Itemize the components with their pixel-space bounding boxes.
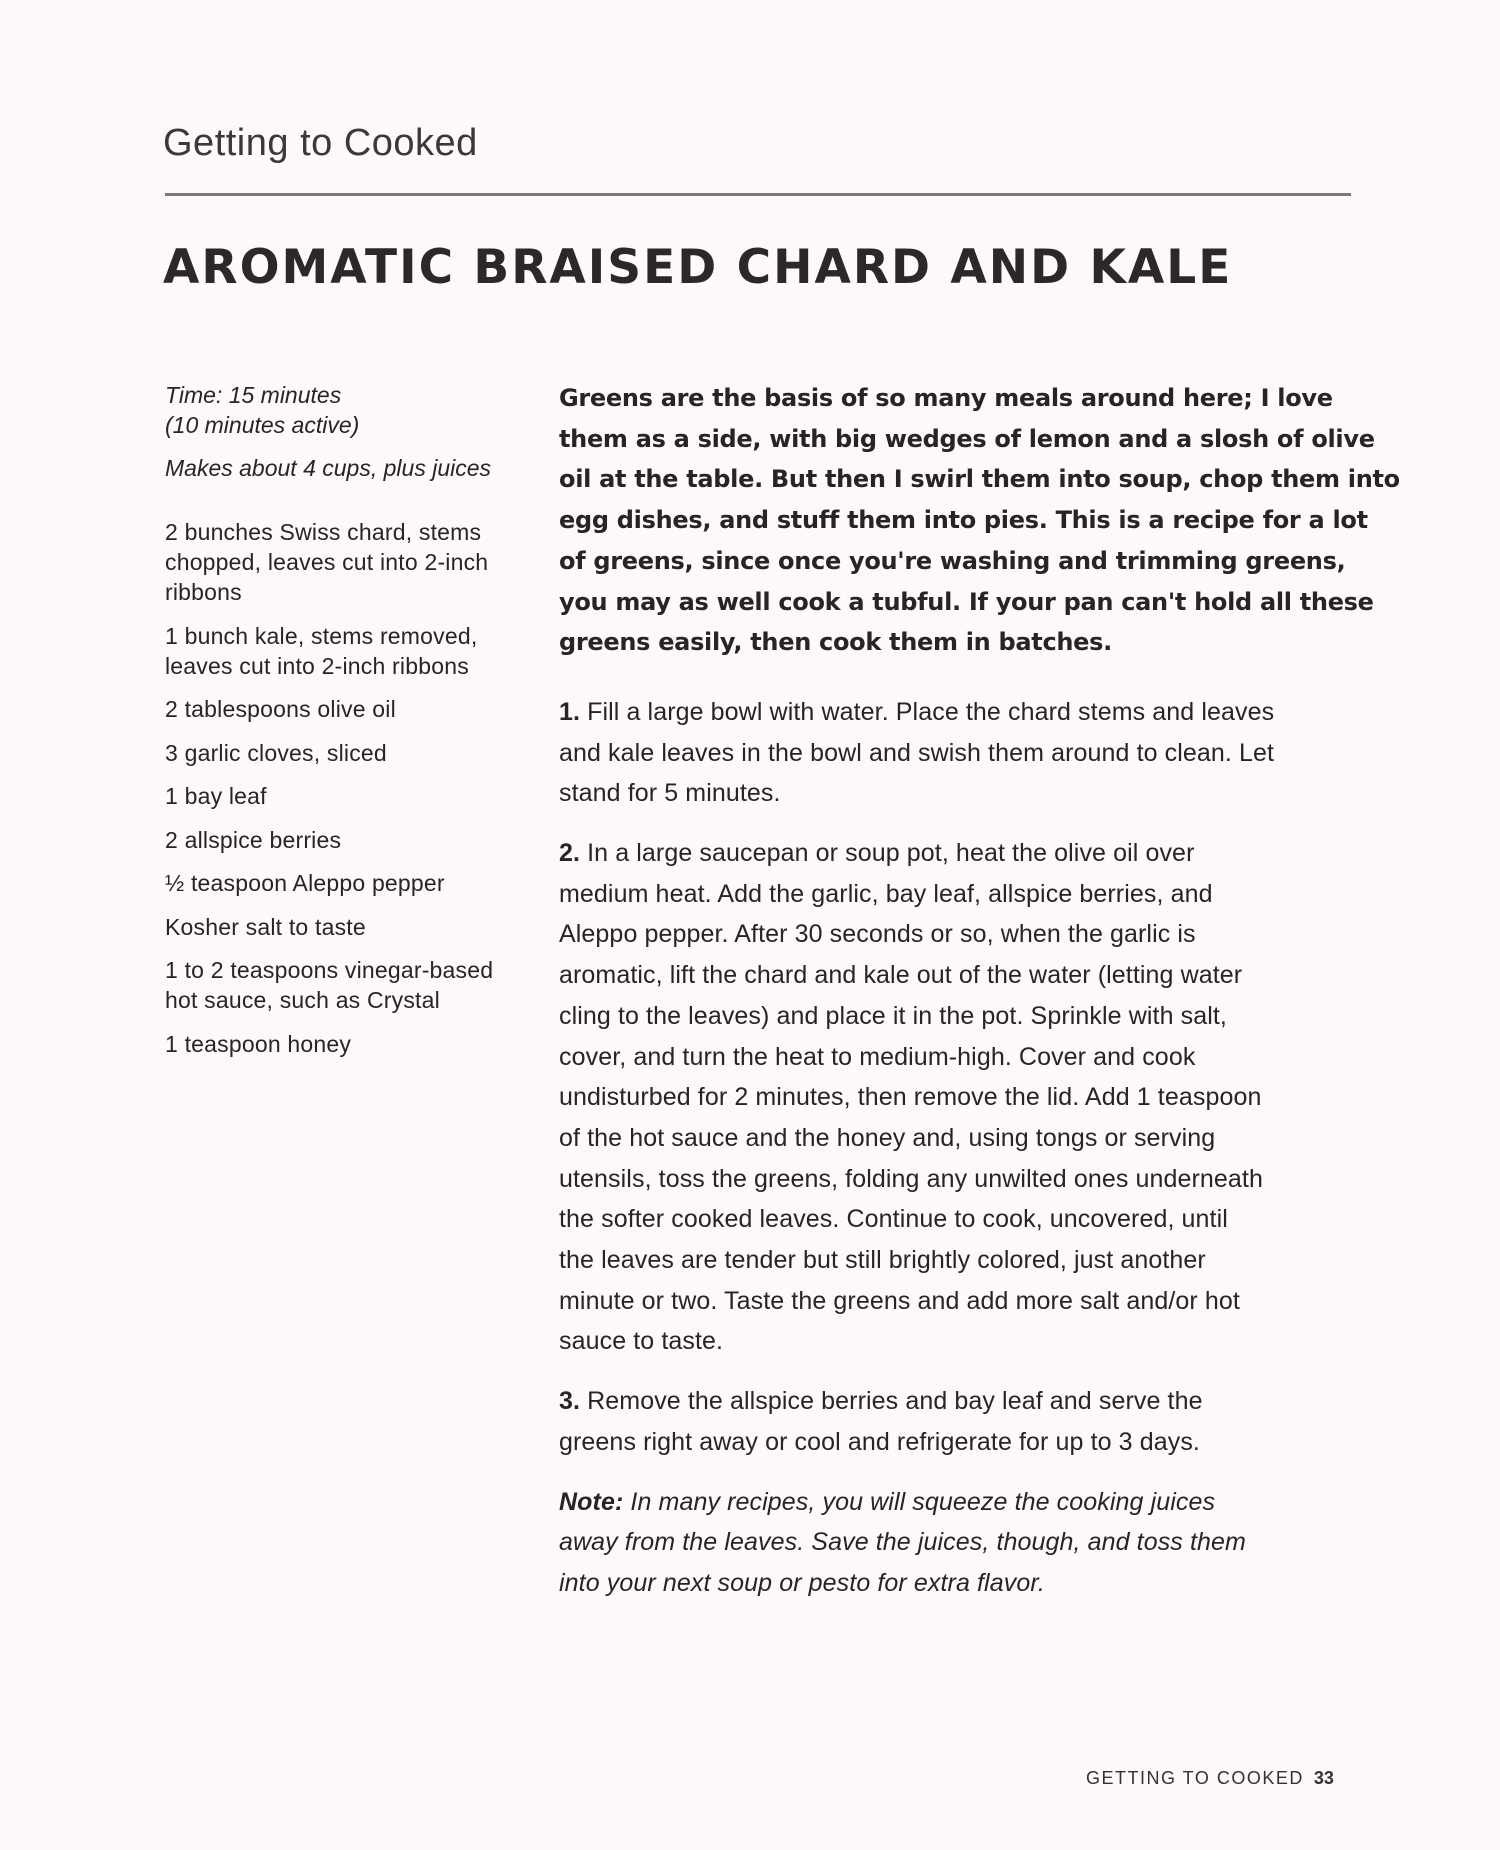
step-text: the leaves are tender but still brightly colored, just another <box>559 1246 1206 1275</box>
running-head: Getting to Cooked <box>163 122 478 164</box>
yield-text: Makes about 4 cups, plus juices <box>165 455 492 481</box>
headnote-line: of greens, since once you're washing and trimming greens, <box>559 546 1346 575</box>
time-line: Time: 15 minutes <box>165 382 342 408</box>
ingredient-item <box>165 517 535 607</box>
step-line <box>559 1281 1359 1322</box>
headnote-line: oil at the table. But then I swirl them into soup, chop them into <box>559 465 1400 494</box>
note-line <box>559 1522 1359 1563</box>
step-text: cover, and turn the heat to medium-high. Cover and cook <box>559 1042 1196 1071</box>
headnote <box>559 378 1400 663</box>
headnote-line: Greens are the basis of so many meals around here; I love <box>559 384 1333 412</box>
recipe-note <box>559 1482 1359 1604</box>
ingredient-item <box>165 1029 535 1059</box>
ingredient-item <box>165 825 535 855</box>
ingredient-line: 2 allspice berries <box>165 826 342 853</box>
step-line <box>559 1381 1359 1422</box>
step-number: 2. <box>559 839 581 868</box>
step-line <box>559 1321 1359 1362</box>
step-line <box>559 996 1359 1037</box>
headnote-line: egg dishes, and stuff them into pies. This is a recipe for a lot <box>559 506 1368 535</box>
step-line <box>559 1422 1359 1463</box>
step-line <box>559 1118 1359 1159</box>
step-text: cling to the leaves) and place it in the pot. Sprinkle with salt, <box>559 1001 1227 1030</box>
ingredient-line: hot sauce, such as Crystal <box>165 987 440 1013</box>
recipe-body <box>559 378 1400 1623</box>
ingredient-line: 2 tablespoons olive oil <box>165 696 396 722</box>
ingredient-list <box>165 517 535 1059</box>
sidebar-ingredients <box>165 380 535 1072</box>
step-line <box>559 1159 1359 1200</box>
page-footer <box>1086 1768 1334 1789</box>
ingredient-item <box>165 912 535 942</box>
ingredient-line: ½ teaspoon Aleppo pepper <box>165 870 445 896</box>
note-text: away from the leaves. Save the juices, though, and toss them <box>559 1528 1246 1557</box>
step-text: minute or two. Taste the greens and add more salt and/or hot <box>559 1286 1240 1315</box>
note-text: In many recipes, you will squeeze the cooking juices <box>623 1487 1216 1516</box>
recipe-time <box>165 380 535 440</box>
note-label: Note: <box>559 1487 624 1516</box>
ingredient-line: chopped, leaves cut into 2-inch <box>165 549 489 575</box>
ingredient-item <box>165 694 535 724</box>
page-number: 33 <box>1313 1768 1334 1788</box>
ingredient-item <box>165 955 535 1015</box>
step-text: undisturbed for 2 minutes, then remove the lid. Add 1 teaspoon <box>559 1083 1262 1112</box>
step-number: 3. <box>559 1387 581 1416</box>
step-line <box>559 773 1359 814</box>
ingredient-line: 1 to 2 teaspoons vinegar-based <box>165 957 494 983</box>
headnote-line: you may as well cook a tubful. If your pan can't hold all these <box>559 587 1374 616</box>
step-line <box>559 955 1359 996</box>
headnote-line: greens easily, then cook them in batches. <box>559 628 1112 657</box>
step-text: sauce to taste. <box>559 1327 724 1356</box>
step-text: aromatic, lift the chard and kale out of the water (letting water <box>559 961 1243 990</box>
ingredient-item <box>165 781 535 811</box>
ingredient-line: 1 teaspoon honey <box>165 1030 352 1057</box>
step-line <box>559 733 1359 774</box>
step-text: of the hot sauce and the honey and, using tongs or serving <box>559 1123 1216 1152</box>
headnote-line: them as a side, with big wedges of lemon and a slosh of olive <box>559 424 1375 453</box>
ingredient-item <box>165 738 535 768</box>
step-text: medium heat. Add the garlic, bay leaf, allspice berries, and <box>559 879 1213 908</box>
step-line <box>559 692 1359 733</box>
step-line <box>559 1077 1359 1118</box>
step-line <box>559 914 1359 955</box>
step-text: and kale leaves in the bowl and swish them around to clean. Let <box>559 738 1275 767</box>
ingredient-line: 3 garlic cloves, sliced <box>165 739 387 766</box>
method-step <box>559 692 1359 814</box>
step-line <box>559 1240 1359 1281</box>
step-text: Aleppo pepper. After 30 seconds or so, when the garlic is <box>559 920 1196 949</box>
step-text: the softer cooked leaves. Continue to cook, uncovered, until <box>559 1205 1228 1234</box>
method-steps <box>559 692 1359 1463</box>
ingredient-line: leaves cut into 2-inch ribbons <box>165 652 469 679</box>
step-line <box>559 833 1359 874</box>
method-step <box>559 833 1359 1362</box>
ingredient-line: ribbons <box>165 579 242 605</box>
ingredient-item <box>165 868 535 898</box>
ingredient-item <box>165 621 535 681</box>
ingredient-line: Kosher salt to taste <box>165 913 366 940</box>
recipe-yield <box>165 453 535 483</box>
step-text: Remove the allspice berries and bay leaf and serve the <box>580 1387 1203 1416</box>
note-line <box>559 1482 1359 1523</box>
step-text: In a large saucepan or soup pot, heat the olive oil over <box>580 839 1195 868</box>
step-text: greens right away or cool and refrigerate for up to 3 days. <box>559 1427 1200 1456</box>
header-rule <box>165 193 1351 196</box>
method-step <box>559 1381 1359 1462</box>
step-line <box>559 1199 1359 1240</box>
step-line <box>559 874 1359 915</box>
step-number: 1. <box>559 697 581 726</box>
note-line <box>559 1563 1359 1604</box>
ingredient-line: 2 bunches Swiss chard, stems <box>165 519 482 545</box>
ingredient-line: 1 bunch kale, stems removed, <box>165 622 478 649</box>
footer-section: GETTING TO COOKED <box>1086 1768 1304 1788</box>
time-line: (10 minutes active) <box>165 412 360 438</box>
ingredient-line: 1 bay leaf <box>165 783 267 809</box>
step-text: utensils, toss the greens, folding any unwilted ones underneath <box>559 1164 1263 1193</box>
step-text: stand for 5 minutes. <box>559 779 781 808</box>
step-line <box>559 1037 1359 1078</box>
recipe-title: AROMATIC BRAISED CHARD AND KALE <box>163 240 1233 295</box>
note-text: into your next soup or pesto for extra flavor. <box>559 1568 1045 1597</box>
step-text: Fill a large bowl with water. Place the chard stems and leaves <box>580 697 1275 726</box>
